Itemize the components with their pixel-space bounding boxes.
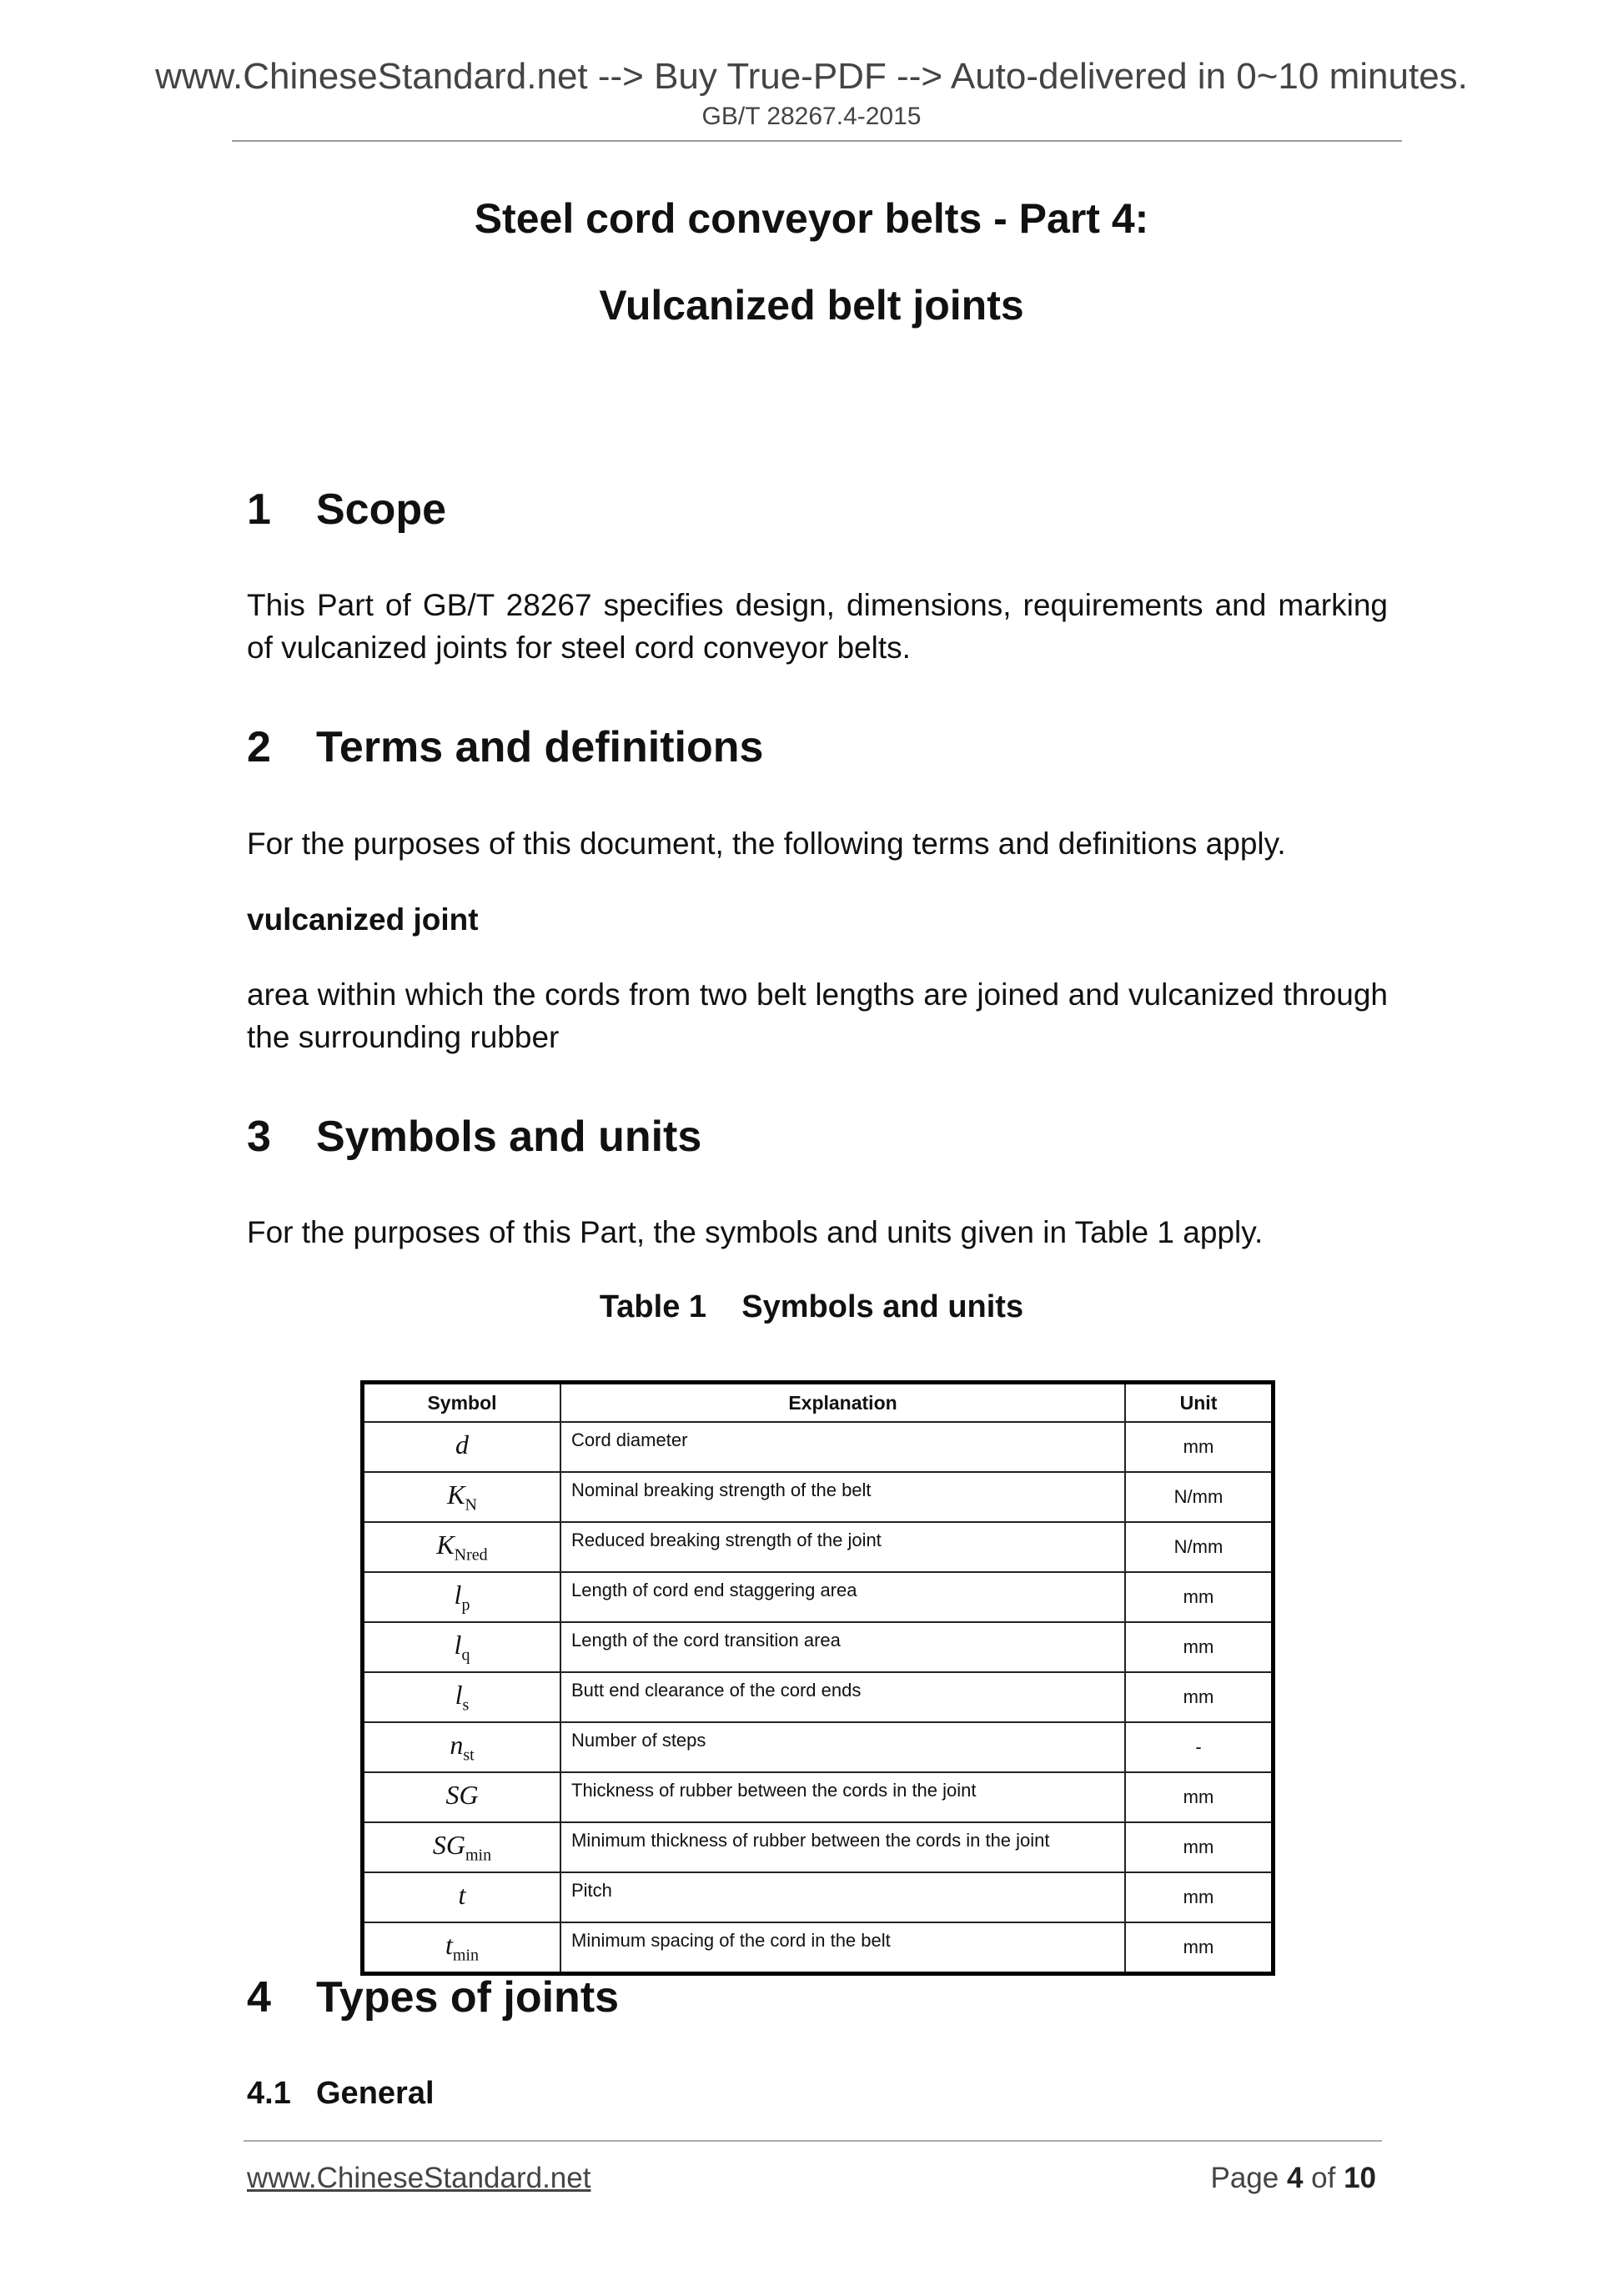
symbol-subscript: q <box>461 1645 470 1665</box>
section-title: Symbols and units <box>316 1113 702 1161</box>
section-title: General <box>316 2076 435 2111</box>
unit-cell: mm <box>1125 1572 1274 1622</box>
symbol-subscript: N <box>465 1495 477 1515</box>
symbol-cell <box>363 1622 561 1672</box>
symbol-subscript: p <box>461 1595 470 1615</box>
section-number: 3 <box>247 1113 271 1161</box>
table-row <box>363 1922 1274 1974</box>
document-code: GB/T 28267.4-2015 <box>701 103 922 130</box>
symbol-cell <box>363 1772 561 1822</box>
unit-cell: N/mm <box>1125 1472 1274 1522</box>
symbol: t <box>445 1929 453 1960</box>
table-row <box>363 1872 1274 1922</box>
symbol-cell <box>363 1522 561 1572</box>
explanation-cell: Minimum spacing of the cord in the belt <box>560 1922 1125 1974</box>
unit-cell: mm <box>1125 1622 1274 1672</box>
term-name: vulcanized joint <box>247 902 479 937</box>
term-definition: area within which the cords from two belt lengths are joined and vulcanized through the surrounding rubber <box>247 977 1388 1054</box>
symbol-cell <box>363 1472 561 1522</box>
symbol-cell <box>363 1722 561 1772</box>
document-title: Steel cord conveyor belts - Part 4: <box>474 195 1149 242</box>
table-row <box>363 1772 1274 1822</box>
section-heading-scope <box>247 485 446 535</box>
subsection-heading-general <box>247 2075 435 2112</box>
symbol-subscript: s <box>462 1696 470 1715</box>
symbol-subscript: min <box>465 1846 492 1865</box>
column-header-unit: Unit <box>1125 1383 1274 1423</box>
symbol-subscript: Nred <box>454 1545 488 1565</box>
table-row <box>363 1822 1274 1872</box>
symbol-cell <box>363 1872 561 1922</box>
section-number: 1 <box>247 485 271 534</box>
section-title: Types of joints <box>316 1973 620 2022</box>
table-row <box>363 1422 1274 1472</box>
symbol-cell <box>363 1672 561 1722</box>
symbol: t <box>458 1879 466 1910</box>
explanation-cell: Thickness of rubber between the cords in the joint <box>560 1772 1125 1822</box>
section-heading-symbols <box>247 1112 701 1162</box>
table-row <box>363 1472 1274 1522</box>
symbol-cell <box>363 1922 561 1974</box>
section-title: Scope <box>316 485 447 534</box>
header-divider <box>232 140 1402 142</box>
unit-cell: - <box>1125 1722 1274 1772</box>
symbol: l <box>454 1579 462 1610</box>
table-row <box>363 1622 1274 1672</box>
symbol-cell <box>363 1822 561 1872</box>
table-row <box>363 1672 1274 1722</box>
symbol: n <box>450 1729 464 1760</box>
section-heading-terms <box>247 722 763 772</box>
column-header-explanation: Explanation <box>560 1383 1125 1423</box>
current-page: 4 <box>1286 2162 1304 2194</box>
symbol-subscript: st <box>463 1746 475 1765</box>
symbol: l <box>455 1679 463 1710</box>
total-pages: 10 <box>1344 2162 1376 2194</box>
explanation-cell: Length of cord end staggering area <box>560 1572 1125 1622</box>
symbol: K <box>447 1479 465 1510</box>
column-header-symbol: Symbol <box>363 1383 561 1423</box>
unit-cell: mm <box>1125 1672 1274 1722</box>
explanation-cell: Butt end clearance of the cord ends <box>560 1672 1125 1722</box>
section-number: 4 <box>247 1973 271 2022</box>
explanation-cell: Cord diameter <box>560 1422 1125 1472</box>
symbol: d <box>455 1429 469 1459</box>
symbol-subscript: min <box>452 1946 479 1965</box>
scope-paragraph: This Part of GB/T 28267 specifies design, dimensions, requirements and marking of vulcanized joints for steel cord conveyor belts. <box>247 588 1388 665</box>
page-of-label: of <box>1303 2162 1344 2194</box>
section-title: Terms and definitions <box>316 723 764 771</box>
explanation-cell: Number of steps <box>560 1722 1125 1772</box>
symbol: SG <box>445 1779 479 1810</box>
section-number: 4.1 <box>247 2076 291 2111</box>
unit-cell: mm <box>1125 1422 1274 1472</box>
symbols-intro: For the purposes of this Part, the symbols and units given in Table 1 apply. <box>247 1215 1264 1249</box>
symbol: SG <box>432 1829 465 1860</box>
explanation-cell: Reduced breaking strength of the joint <box>560 1522 1125 1572</box>
terms-intro: For the purposes of this document, the following terms and definitions apply. <box>247 826 1286 861</box>
table-row <box>363 1722 1274 1772</box>
footer-divider <box>244 2140 1382 2142</box>
explanation-cell: Pitch <box>560 1872 1125 1922</box>
symbol: K <box>436 1529 455 1560</box>
page-label: Page <box>1210 2162 1287 2194</box>
table-row <box>363 1572 1274 1622</box>
explanation-cell: Nominal breaking strength of the belt <box>560 1472 1125 1522</box>
explanation-cell: Length of the cord transition area <box>560 1622 1125 1672</box>
document-subtitle: Vulcanized belt joints <box>599 282 1024 329</box>
unit-cell: N/mm <box>1125 1522 1274 1572</box>
unit-cell: mm <box>1125 1872 1274 1922</box>
explanation-cell: Minimum thickness of rubber between the cords in the joint <box>560 1822 1125 1872</box>
footer-site-link[interactable]: www.ChineseStandard.net <box>247 2162 591 2194</box>
page-indicator <box>1210 2162 1376 2195</box>
symbol-cell <box>363 1422 561 1472</box>
symbol: l <box>454 1629 462 1660</box>
table-caption: Table 1 Symbols and units <box>599 1289 1024 1324</box>
unit-cell: mm <box>1125 1922 1274 1974</box>
section-heading-types <box>247 1972 619 2022</box>
table-row <box>363 1522 1274 1572</box>
symbol-cell <box>363 1572 561 1622</box>
watermark-banner: www.ChineseStandard.net --> Buy True-PDF --> Auto-delivered in 0~10 minutes. <box>155 56 1468 97</box>
unit-cell: mm <box>1125 1772 1274 1822</box>
symbols-table <box>360 1380 1275 1976</box>
unit-cell: mm <box>1125 1822 1274 1872</box>
section-number: 2 <box>247 723 271 771</box>
